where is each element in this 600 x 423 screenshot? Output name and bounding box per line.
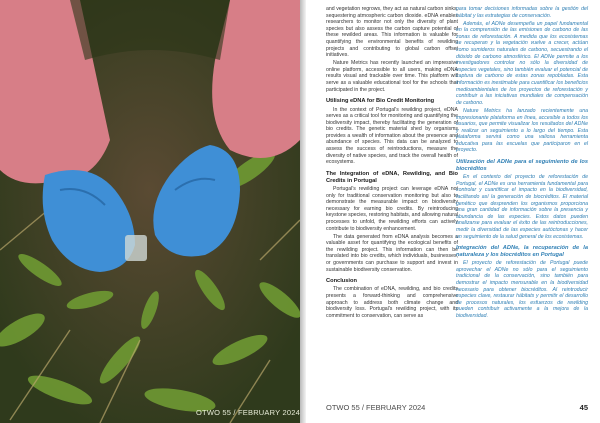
section-heading: Conclusion: [326, 278, 357, 285]
paragraph: and vegetation regrows, they act as natural carbon sinks, sequestering atmospheric carbon dioxide. eDNA enables researchers to monitor not only the diversity of plant species but also assess the carbon capture potential of these rewilded areas. This information is valuable for quantifying the environmental benefits of rewilding projects and contributing to global carbon offset initiatives.: [326, 6, 458, 59]
paragraph: Portugal's rewilding project can leverage eDNA not only for traditional conservation monitoring but also to demonstrate the measurable impact on biodiversity necessary for earning bio credits. By reintroducing keystone species, restoring habitats, and allowing natural processes to unfold, the rewilding efforts can actively contribute to biodiversity enhancement.: [326, 185, 458, 232]
paragraph: En el contexto del proyecto de reforestación de Portugal, el ADNe es una herramienta fundamental para controlar y cuantificar el impacto en la biodiversidad, facilitando así la generación de biocréditos. El material genético que desprenden los organismos proporciona una gran cantidad de información sobre la presencia y abundancia de las especies. Estos datos pueden analizarse para evaluar el éxito de las reintroducciones, medir la diversidad de las especies autóctonas y hacer un seguimiento de la salud general de los ecosistemas.: [456, 174, 588, 240]
paragraph: El proyecto de reforestación de Portugal puede aprovechar el ADNe no sólo para el seguimiento tradicional de la conservación, sino también para demostrar el impacto mensurable en la biodiversidad necesario para obtener biocréditos. Al reintroducir especies clave, restaurar hábitats y permitir el desarrollo de procesos naturales, los esfuerzos de rewilding pueden contribuir activamente a la mejora de la biodiversidad.: [456, 260, 588, 319]
paragraph: The combination of eDNA, rewilding, and bio credits presents a forward-thinking and comprehensive approach to address both climate change and biodiversity loss. Portugal's rewilding project, with its commitment to conservation, can serve as: [326, 286, 458, 319]
paragraph: para tomar decisiones informadas sobre la gestión del hábitat y las estrategias de conservación.: [456, 6, 588, 19]
section-heading: Utilising eDNA for Bio Credit Monitoring: [326, 98, 435, 105]
page-number: 45: [579, 403, 588, 412]
section-heading: Utilización del ADNe para el seguimiento de los biocréditos: [456, 159, 588, 172]
paragraph: The data generated from eDNA analysis becomes a valuable asset for quantifying the ecological benefits of the rewilding project. This information can then be translated into bio credits, which individuals, businesses, or governments can purchase to support and invest in sustainable biodiversity conservation.: [326, 233, 458, 273]
english-column: [326, 6, 458, 321]
spanish-column: [456, 6, 588, 321]
paragraph: Nature Metrics ha lanzado recientemente una impresionante plataforma en línea, accesible a todos los usuarios, que permite visualizar los resultados del ADNe y realizar un seguimiento a lo largo del tiempo. Esta plataforma servirá como una valiosa herramienta educativa para las escuelas que participaron en el proyecto.: [456, 107, 588, 154]
paragraph: Nature Metrics has recently launched an impressive online platform, accessible to all users, making eDNA results visual and trackable over time. This platform will serve as a valuable educational tool for the schools that participated in the project.: [326, 60, 458, 93]
page-footer-issue: OTWO 55 / FEBRUARY 2024: [326, 403, 426, 412]
section-heading: Integración del ADNe, la recuperación de la naturaleza y los biocréditos en Portugal: [456, 245, 588, 258]
article-page: [306, 0, 600, 423]
paragraph: Además, el ADNe desempeña un papel fundamental en la comprensión de las emisiones de carbono de las zonas de reforestación. A medida que los ecosistemas se recuperan y la vegetación vuelve a crecer, actúan como sumideros naturales de carbono, secuestrando el dióxido de carbono atmosférico. El ADNe permite a los investigadores controlar no sólo la diversidad de especies vegetales, sino también evaluar el potencial de captura de carbono de estas zonas repobladas. Esta información es inestimable para cuantificar los beneficios medioambientales de los proyectos de reforestación y contribuir a las iniciativas mundiales de compensación de carbono.: [456, 20, 588, 106]
photo-footer: OTWO 55 / FEBRUARY 2024: [196, 408, 300, 417]
sample-tube: [125, 235, 147, 261]
section-heading: The Integration of eDNA, Rewilding, and Bio Credits in Portugal: [326, 170, 458, 184]
paragraph: In the context of Portugal's rewilding project, eDNA serves as a critical tool for monitoring and quantifying the biodiversity impact, thereby facilitating the generation of bio credits. The genetic material shed by organisms provides a wealth of information about the presence and abundance of species. This data can be analyzed to assess the success of reintroductions, measure the diversity of native species, and track the overall health of ecosystems.: [326, 106, 458, 166]
